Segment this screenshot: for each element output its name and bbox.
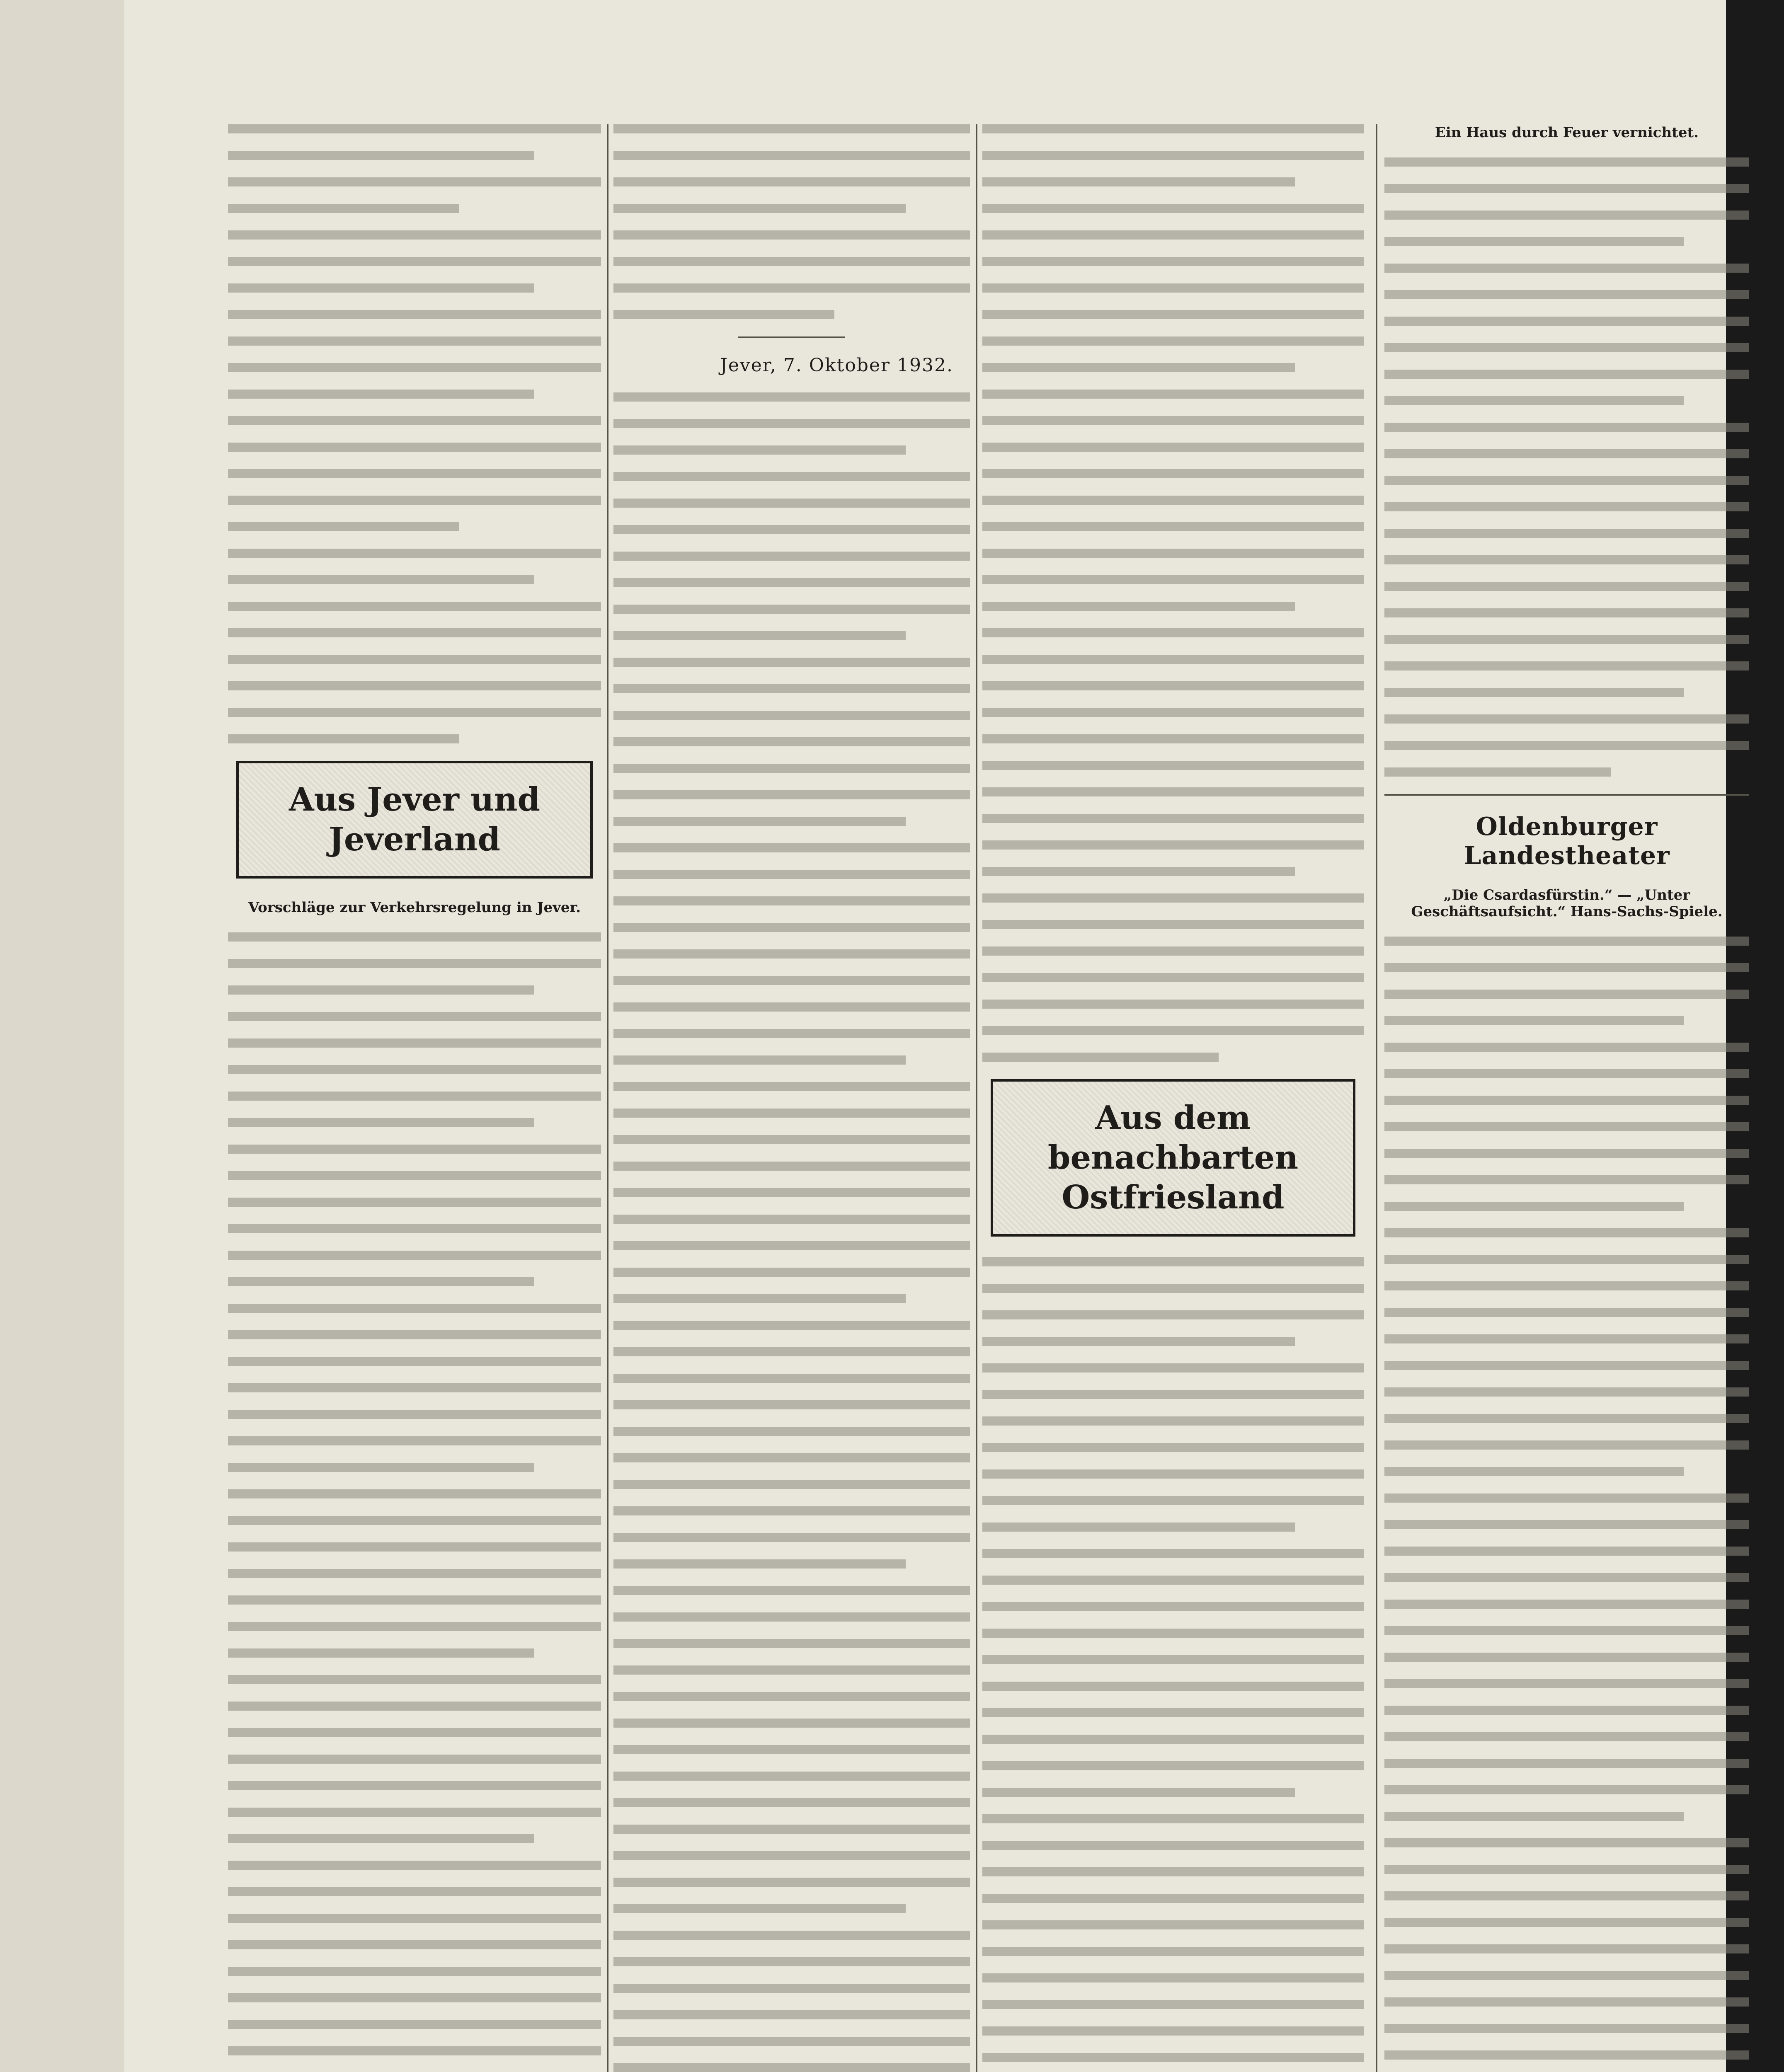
section-subheadline: „Die Csardasfürstin.“ — „Unter Geschäftsaufsicht.“ Hans-Sachs-Spiele. [1411, 887, 1723, 920]
article-headline: Ein Haus durch Feuer vernichtet. [1435, 124, 1699, 141]
body-text-block [228, 124, 601, 743]
column-2 [613, 124, 970, 2072]
newspaper-sheet [124, 70, 1726, 2072]
section-banner: Aus Jever und Jeverland [236, 761, 593, 879]
body-text-block [1384, 937, 1749, 2072]
section-headline: Oldenburger Landestheater [1464, 812, 1670, 870]
body-text-block [228, 932, 601, 2072]
column-rule [976, 124, 977, 2072]
body-text-block [1384, 157, 1749, 777]
article-separator [1384, 794, 1749, 796]
body-text-block [613, 392, 970, 2072]
body-text-block [982, 124, 1364, 1062]
column-rule [607, 124, 608, 2072]
column-4 [1384, 124, 1749, 2072]
body-text-block [613, 124, 970, 319]
dateline: Jever, 7. Oktober 1932. [720, 355, 953, 376]
binding-margin [0, 0, 124, 2072]
article-headline: Vorschläge zur Verkehrsregelung in Jever. [248, 899, 581, 916]
column-rule [1376, 124, 1377, 2072]
section-banner: Aus dem benachbarten Ostfriesland [991, 1079, 1355, 1237]
body-text-block [982, 1257, 1364, 2072]
article-separator [738, 336, 845, 338]
column-1 [228, 124, 601, 2072]
column-3 [982, 124, 1364, 2072]
